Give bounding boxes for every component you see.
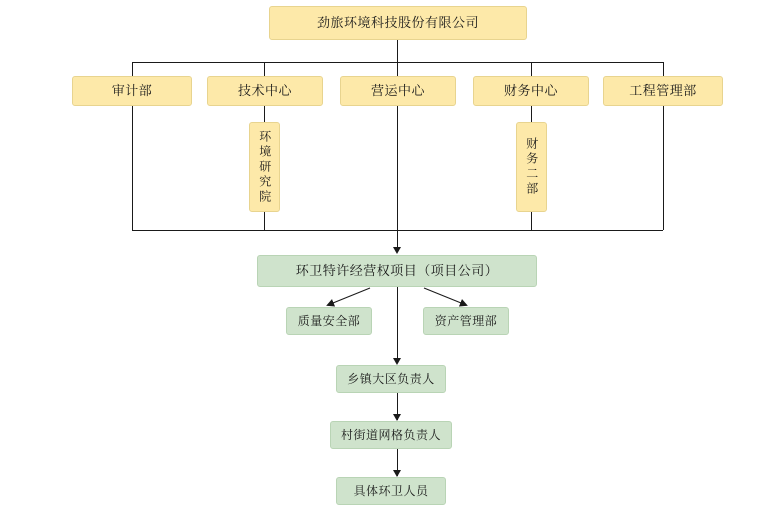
connector-sub1-down (264, 212, 265, 230)
node-project: 环卫特许经营权项目（项目公司） (257, 255, 537, 287)
connector-company-to-bus (397, 40, 398, 62)
connector-to-dept-3 (397, 62, 398, 76)
connector-dept2-to-sub (264, 106, 265, 122)
node-department-5: 工程管理部 (603, 76, 723, 106)
connector-dept3-down (397, 106, 398, 230)
connector-to-dept-1 (132, 62, 133, 76)
connector-sub2-down (531, 212, 532, 230)
node-department-1: 审计部 (72, 76, 192, 106)
node-project-child-1: 质量安全部 (286, 307, 372, 335)
arrow-to-chain1 (393, 358, 401, 365)
node-chain-2: 村街道网格负责人 (330, 421, 452, 449)
node-sub-department-2: 财务二部 (516, 122, 547, 212)
node-department-2: 技术中心 (207, 76, 323, 106)
node-chain-1: 乡镇大区负责人 (336, 365, 446, 393)
node-company: 劲旅环境科技股份有限公司 (269, 6, 527, 40)
connector-to-dept-2 (264, 62, 265, 76)
node-department-3: 营运中心 (340, 76, 456, 106)
arrow-to-project (393, 247, 401, 254)
arrow-to-chain2 (393, 414, 401, 421)
connector-dept1-down (132, 106, 133, 230)
node-chain-3: 具体环卫人员 (336, 477, 446, 505)
connector-dept4-to-sub (531, 106, 532, 122)
node-project-child-2: 资产管理部 (423, 307, 509, 335)
arrow-to-chain3 (393, 470, 401, 477)
connector-project-to-chain1 (397, 287, 398, 362)
connector-to-dept-4 (531, 62, 532, 76)
node-department-4: 财务中心 (473, 76, 589, 106)
connector-dept5-down (663, 106, 664, 230)
node-sub-department-1: 环境研究院 (249, 122, 280, 212)
connector-to-dept-5 (663, 62, 664, 76)
